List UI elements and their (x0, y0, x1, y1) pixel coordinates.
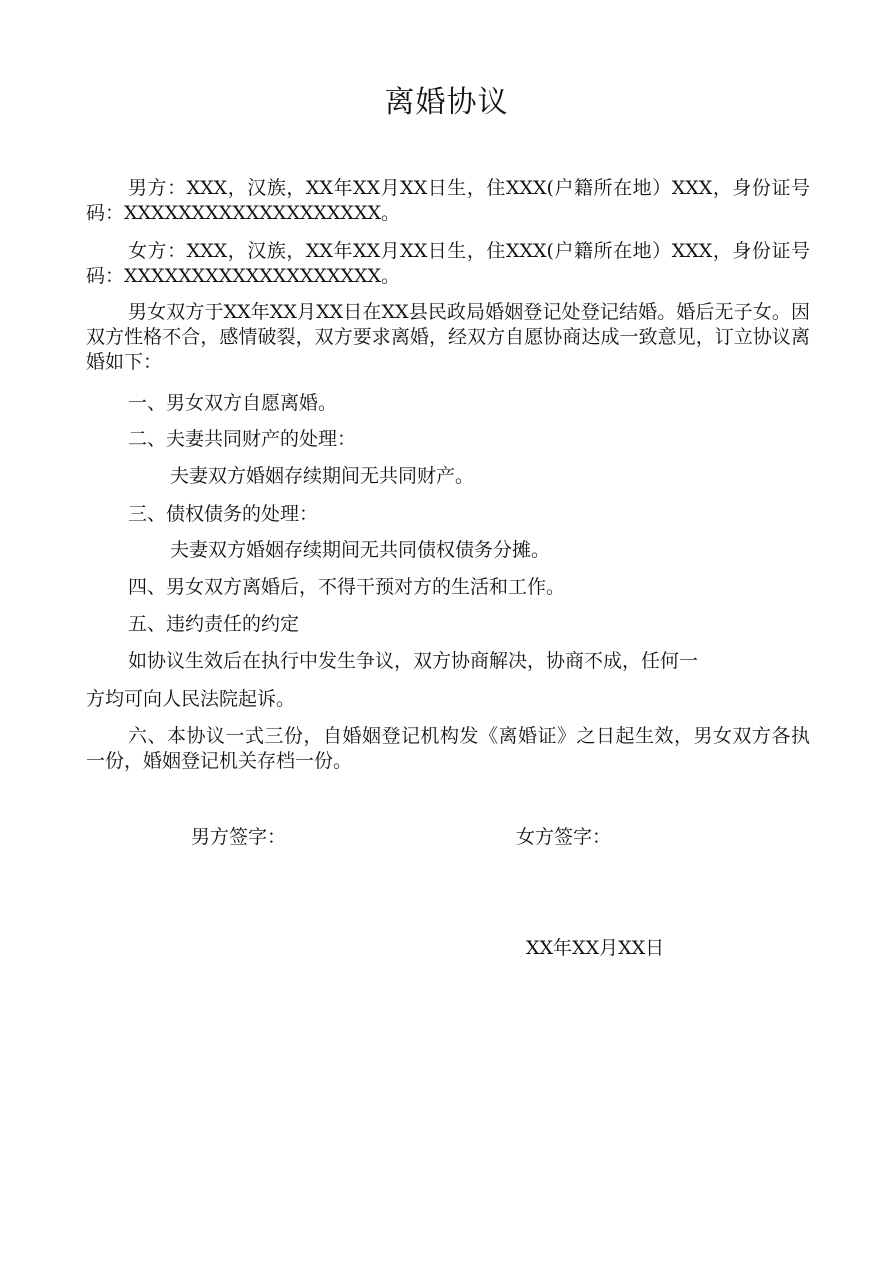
signing-date: XX年XX月XX日 (526, 937, 665, 959)
clause-5-body-line-2: 方均可向人民法院起诉。 (86, 688, 296, 710)
clause-2-heading: 二、夫妻共同财产的处理： (128, 428, 357, 450)
clause-2-body: 夫妻双方婚姻存续期间无共同财产。 (170, 465, 475, 487)
clause-3-heading: 三、债权债务的处理： (128, 503, 319, 525)
intro-paragraph: 男女双方于XX年XX月XX日在XX县民政局婚姻登记处登记结婚。婚后无子女。因双方性格不合，感情破裂，双方要求离婚，经双方自愿协商达成一致意见，订立协议离婚如下： (86, 301, 810, 373)
clause-1: 一、男女双方自愿离婚。 (128, 392, 338, 414)
clause-5-heading: 五、违约责任的约定 (128, 613, 300, 635)
female-party-paragraph: 女方：XXX，汉族，XX年XX月XX日生，住XXX(户籍所在地）XXX，身份证号码：XXXXXXXXXXXXXXXXXXX。 (86, 240, 810, 287)
clause-5-body-line-1: 如协议生效后在执行中发生争议，双方协商解决，协商不成，任何一 (128, 650, 699, 672)
document-title: 离婚协议 (384, 85, 509, 120)
clause-3-body: 夫妻双方婚姻存续期间无共同债权债务分摊。 (170, 539, 551, 561)
female-signature-label: 女方签字： (516, 826, 612, 848)
clause-6: 六、本协议一式三份，自婚姻登记机构发《离婚证》之日起生效，男女双方各执一份，婚姻登记机关存档一份。 (86, 725, 810, 772)
male-party-paragraph: 男方：XXX，汉族，XX年XX月XX日生，住XXX(户籍所在地）XXX，身份证号码：XXXXXXXXXXXXXXXXXXX。 (86, 177, 810, 224)
male-signature-label: 男方签字： (191, 826, 287, 848)
clause-4: 四、男女双方离婚后，不得干预对方的生活和工作。 (128, 576, 566, 598)
